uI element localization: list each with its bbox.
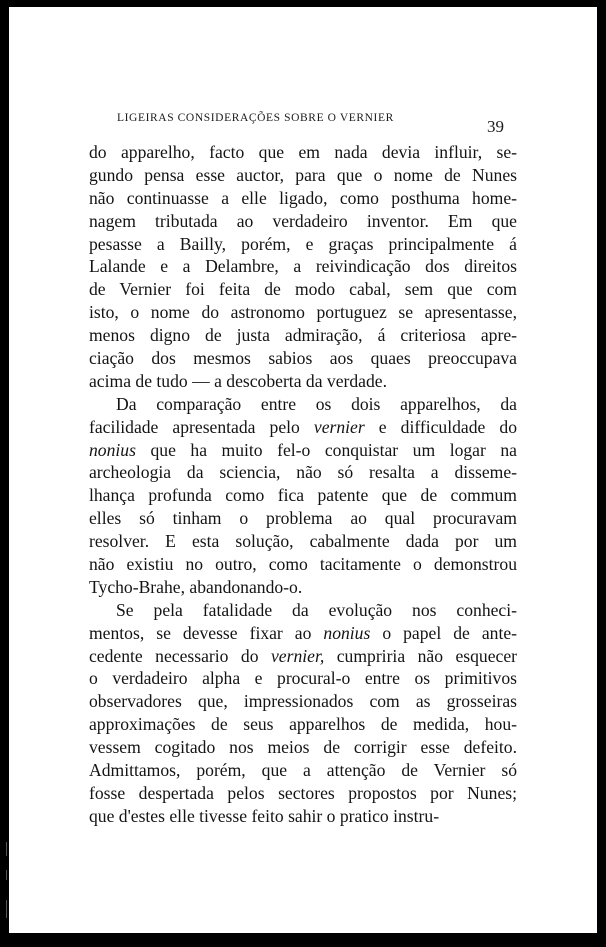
- text-line: Lalande e a Delambre, a reivindicação dos direitos: [89, 256, 517, 277]
- text-line: pesasse a Bailly, porém, e graças principalmente á: [89, 233, 517, 254]
- text-line: isto, o nome do astronomo portuguez se apresentasse,: [89, 302, 517, 323]
- text-line: Tycho-Brahe, abandonando-o.: [89, 576, 303, 597]
- text-line: elles só tinham o problema ao qual procuravam: [89, 508, 517, 529]
- text-line: lhança profunda como fica patente que de commum: [89, 485, 517, 506]
- running-title: LIGEIRAS CONSIDERAÇÕES SOBRE O VERNIER: [117, 112, 394, 124]
- text-line: que d'estes elle tivesse feito sahir o pratico instru-: [89, 805, 440, 826]
- text-line: ciação dos mesmos sabios aos quaes preoccupava: [89, 348, 517, 369]
- body-text: [89, 141, 517, 828]
- text-line: resolver. E esta solução, cabalmente dada por um: [89, 531, 517, 552]
- text-line: approximações de seus apparelhos de medida, hou-: [89, 714, 517, 735]
- text-line: mentos, se devesse fixar ao nonius o papel de ante-: [89, 622, 517, 643]
- text-line: de Vernier foi feita de modo cabal, sem que com: [89, 279, 517, 300]
- text-line: nonius que ha muito fel-o conquistar um logar na: [89, 439, 517, 460]
- text-line: facilidade apresentada pelo vernier e difficuldade do: [89, 416, 517, 437]
- text-line: acima de tudo — a descoberta da verdade.: [89, 370, 387, 391]
- text-line: não continuasse a elle ligado, como posthuma home-: [89, 187, 517, 208]
- text-line: menos digno de justa admiração, á criteriosa apre-: [89, 325, 517, 346]
- text-line: Da comparação entre os dois apparelhos, da: [116, 393, 517, 414]
- text-line: nagem tributada ao verdadeiro inventor. Em que: [89, 210, 517, 231]
- text-line: gundo pensa esse auctor, para que o nome de Nunes: [89, 164, 517, 185]
- scan-edge-marks: [4, 840, 10, 930]
- text-line: observadores que, impressionados com as grosseiras: [89, 691, 517, 712]
- text-line: Se pela fatalidade da evolução nos conheci-: [116, 599, 517, 620]
- text-line: não existiu no outro, como tacitamente o demonstrou: [89, 554, 517, 575]
- text-line: cedente necessario do vernier, cumpriria não esquecer: [89, 645, 518, 666]
- book-page: [9, 7, 597, 933]
- text-line: vessem cogitado nos meios de corrigir esse defeito.: [89, 737, 517, 758]
- text-line: archeologia da sciencia, não só resalta a disseme-: [89, 462, 517, 483]
- text-line: fosse despertada pelos sectores propostos por Nunes;: [89, 782, 517, 803]
- text-line: o verdadeiro alpha e procural-o entre os primitivos: [89, 668, 517, 689]
- text-line: Admittamos, porém, que a attenção de Vernier só: [89, 760, 517, 781]
- page-number: 39: [487, 117, 504, 136]
- text-line: do apparelho, facto que em nada devia influir, se-: [89, 142, 517, 162]
